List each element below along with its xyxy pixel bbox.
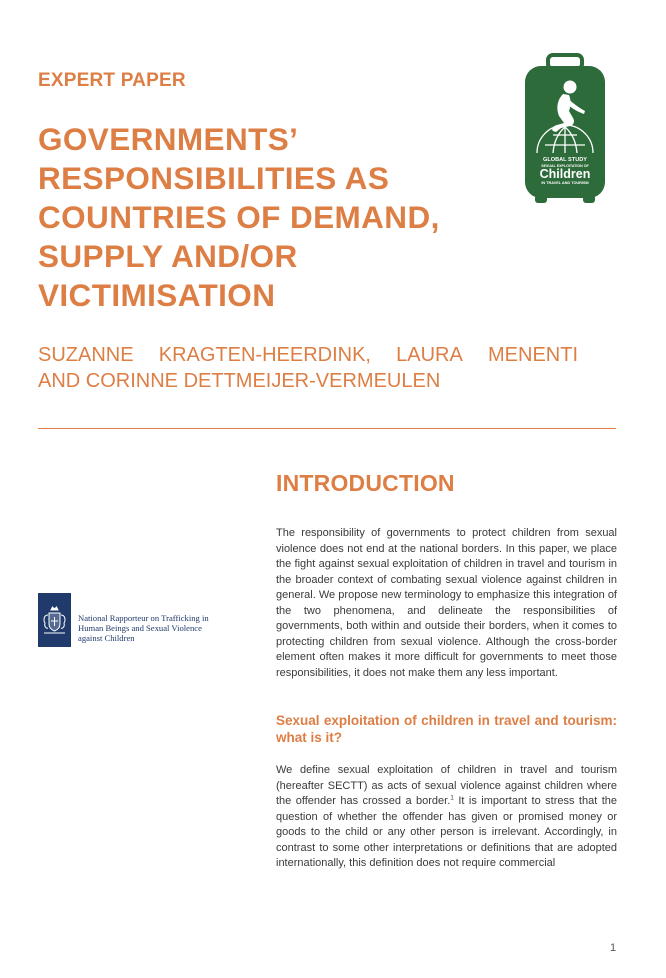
paragraph-text: We define sexual exploitation of children in travel and tourism (hereafter SECTT) as acts of sexual violence against children where the offender has crossed a border. [276,764,617,807]
logo-line-2: SEXUAL EXPLOITATION OF [541,164,589,168]
author-word: LAURA [396,344,463,366]
author-word: KRAGTEN-HEERDINK, [158,344,371,366]
footnote-reference[interactable]: 1 [450,794,454,802]
intro-paragraph-2 [276,763,617,872]
title-line: VICTIMISATION [38,277,276,313]
partner-name [78,613,209,643]
logo-line-4: IN TRAVEL AND TOURISM [541,181,589,185]
logo-line-3: Children [539,167,591,181]
title-line: COUNTRIES OF DEMAND, [38,199,440,235]
authors-line-1 [38,342,578,368]
header-divider [38,428,616,429]
partner-logo [38,593,278,649]
coat-of-arms-icon [38,593,71,647]
partner-name-line: National Rapporteur on Trafficking in [78,613,209,623]
title-line: GOVERNMENTS’ [38,121,299,157]
partner-crest [38,593,71,647]
paper-title [38,120,508,315]
paragraph-text: It is important to stress that the question of whether the offender has given or promised money or goods to the child or any other person is irrelevant. Accordingly, in contrast to some other interpretations or definitions that are adopted internationally, this definition does not require commercial [276,795,618,869]
authors-line-2: AND CORINNE DETTMEIJER-VERMEULEN [38,370,441,392]
title-line: RESPONSIBILITIES AS [38,160,390,196]
subsection-heading: Sexual exploitation of children in travel and tourism: what is it? [276,713,617,745]
title-line: SUPPLY AND/OR [38,238,298,274]
authors [38,342,578,394]
section-heading-introduction: INTRODUCTION [276,470,455,496]
page-number: 1 [610,942,617,954]
partner-name-line: against Children [78,633,135,643]
paper-kicker: EXPERT PAPER [38,70,186,91]
intro-paragraph-1: The responsibility of governments to protect children from sexual violence does not end at the national borders. In this paper, we place the fight against sexual exploitation of children in travel and tourism in the broader context of combating sexual violence against children in general. We propose new terminology to emphasize this integration of the two phenomena, and delineate the responsibilities of governments, both within and outside their borders, when it comes to protecting children from sexual violence. Although the cross-border element often makes it more difficult for governments to meet those responsibilities, it does not make them any less important. [276,527,617,679]
partner-name-line: Human Beings and Sexual Violence [78,623,202,633]
author-word: SUZANNE [38,344,134,366]
logo-line-1: GLOBAL STUDY [542,157,588,163]
global-study-logo [523,53,607,205]
author-word: MENENTI [488,344,578,366]
